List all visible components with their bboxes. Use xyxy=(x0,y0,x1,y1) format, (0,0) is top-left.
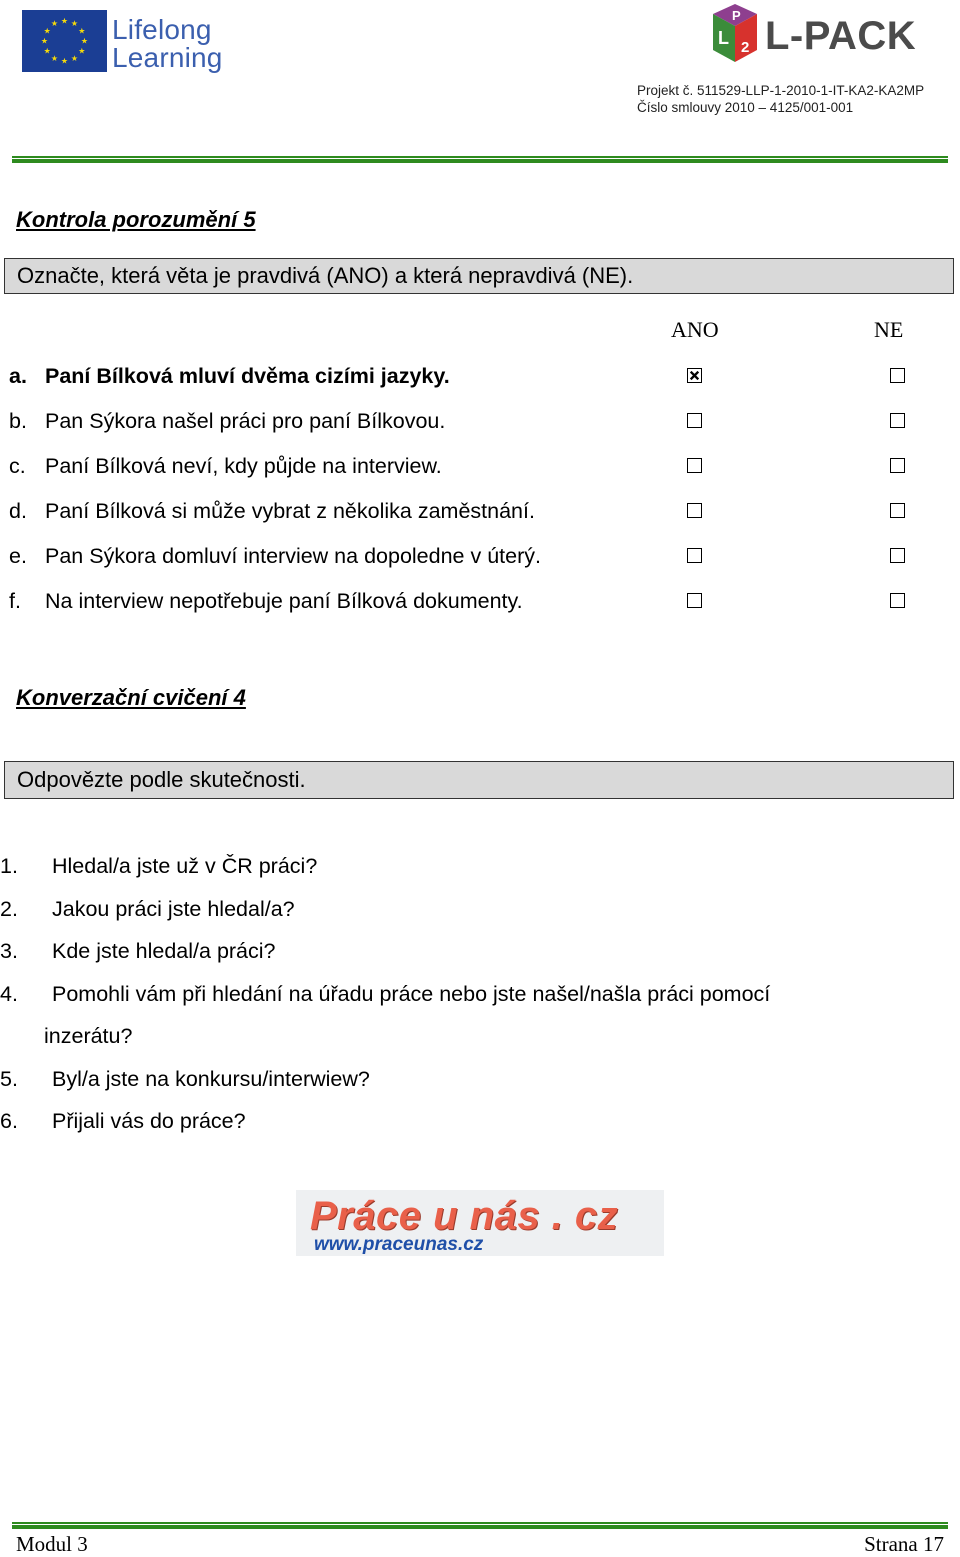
checkbox-no[interactable] xyxy=(890,548,905,563)
eu-star-icon: ★ xyxy=(43,26,51,36)
question-text: Hledal/a jste už v ČR práci? xyxy=(52,854,318,878)
checkmark-x-icon xyxy=(688,369,701,382)
checkbox-yes[interactable] xyxy=(687,548,702,563)
cube-letter-2: 2 xyxy=(741,39,750,56)
question-row xyxy=(0,979,770,1009)
question-number: 5. xyxy=(0,1066,18,1091)
statement-text: Paní Bílková mluví dvěma cizími jazyky. xyxy=(45,364,450,388)
question-number: 4. xyxy=(0,981,18,1006)
exercise2-instruction: Odpovězte podle skutečnosti. xyxy=(4,761,954,799)
statement-row xyxy=(9,586,523,616)
project-number: Projekt č. 511529-LLP-1-2010-1-IT-KA2-KA2MP xyxy=(637,83,925,98)
eu-star-icon: ★ xyxy=(78,26,86,36)
question-text: Byl/a jste na konkursu/interwiew? xyxy=(52,1066,370,1091)
cube-letter-p: P xyxy=(732,8,741,23)
statement-letter: d. xyxy=(9,499,27,523)
statement-letter: a. xyxy=(9,364,27,388)
question-row xyxy=(0,1064,370,1094)
project-info xyxy=(637,82,924,116)
eu-flag-logo xyxy=(22,10,107,72)
eu-star-icon: ★ xyxy=(78,46,86,56)
eu-star-icon: ★ xyxy=(60,16,69,26)
question-text: Přijali vás do práce? xyxy=(52,1109,246,1133)
lifelong-learning-logo xyxy=(112,16,223,72)
header-rule xyxy=(12,156,948,163)
eu-star-icon: ★ xyxy=(70,19,79,29)
checkbox-yes[interactable] xyxy=(687,593,702,608)
checkbox-yes[interactable] xyxy=(687,368,702,383)
eu-star-icon: ★ xyxy=(43,46,51,56)
statement-row xyxy=(9,451,442,481)
exercise1-title: Kontrola porozumění 5 xyxy=(16,207,256,232)
statement-letter: c. xyxy=(9,454,26,478)
statement-row xyxy=(9,361,450,391)
statement-text: Paní Bílková si může vybrat z několika zaměstnání. xyxy=(45,499,535,523)
statement-text: Na interview nepotřebuje paní Bílková dokumenty. xyxy=(45,589,523,613)
praceunas-banner xyxy=(296,1190,664,1256)
lpack-cube-icon xyxy=(705,2,765,68)
checkbox-yes[interactable] xyxy=(687,458,702,473)
statement-text: Pan Sýkora našel práci pro paní Bílkovou. xyxy=(45,409,446,433)
statement-row xyxy=(9,406,445,436)
eu-star-icon: ★ xyxy=(70,53,79,63)
checkbox-no[interactable] xyxy=(890,413,905,428)
question-row xyxy=(0,894,295,924)
question-text: Kde jste hledal/a práci? xyxy=(52,939,276,963)
eu-star-icon: ★ xyxy=(80,36,89,46)
lpack-logo-text: L-PACK xyxy=(765,14,917,58)
checkbox-yes[interactable] xyxy=(687,503,702,518)
logo-line2: Learning xyxy=(112,42,223,73)
cube-letter-l: L xyxy=(718,28,729,48)
question-row xyxy=(0,1106,246,1136)
question-number: 3. xyxy=(0,939,18,963)
eu-star-icon: ★ xyxy=(60,56,69,66)
footer-module: Modul 3 xyxy=(16,1532,88,1556)
footer-rule xyxy=(12,1522,948,1529)
footer-page-number: Strana 17 xyxy=(864,1532,944,1556)
eu-star-icon: ★ xyxy=(40,36,49,46)
question-row xyxy=(0,936,276,966)
column-header-no: NE xyxy=(874,317,904,342)
eu-star-icon: ★ xyxy=(50,53,59,63)
question-number: 6. xyxy=(0,1109,18,1133)
question-number: 1. xyxy=(0,854,18,878)
question-text-continuation: inzerátu? xyxy=(44,1024,133,1048)
checkbox-no[interactable] xyxy=(890,458,905,473)
column-header-yes: ANO xyxy=(671,317,719,342)
banner-title: Práce u nás . cz xyxy=(310,1194,619,1238)
question-text: Jakou práci jste hledal/a? xyxy=(52,896,295,921)
statement-row xyxy=(9,496,535,526)
contract-number: Číslo smlouvy 2010 – 4125/001-001 xyxy=(637,100,854,115)
question-row xyxy=(0,851,317,881)
question-number: 2. xyxy=(0,896,18,921)
checkbox-no[interactable] xyxy=(890,503,905,518)
statement-text: Pan Sýkora domluví interview na dopoledne v úterý. xyxy=(45,544,541,568)
checkbox-yes[interactable] xyxy=(687,413,702,428)
logo-line1: Lifelong xyxy=(112,14,212,45)
checkbox-no[interactable] xyxy=(890,368,905,383)
question-text: Pomohli vám při hledání na úřadu práce nebo jste našel/našla práci pomocí xyxy=(52,981,771,1006)
statement-text: Paní Bílková neví, kdy půjde na interview. xyxy=(45,454,442,478)
statement-letter: e. xyxy=(9,544,27,568)
eu-star-icon: ★ xyxy=(50,19,59,29)
statement-letter: b. xyxy=(9,409,27,433)
statement-row xyxy=(9,541,541,571)
statement-letter: f. xyxy=(9,589,21,613)
exercise2-title: Konverzační cvičení 4 xyxy=(16,685,246,710)
banner-url: www.praceunas.cz xyxy=(314,1234,484,1255)
checkbox-no[interactable] xyxy=(890,593,905,608)
exercise1-instruction: Označte, která věta je pravdivá (ANO) a která nepravdivá (NE). xyxy=(4,258,954,294)
